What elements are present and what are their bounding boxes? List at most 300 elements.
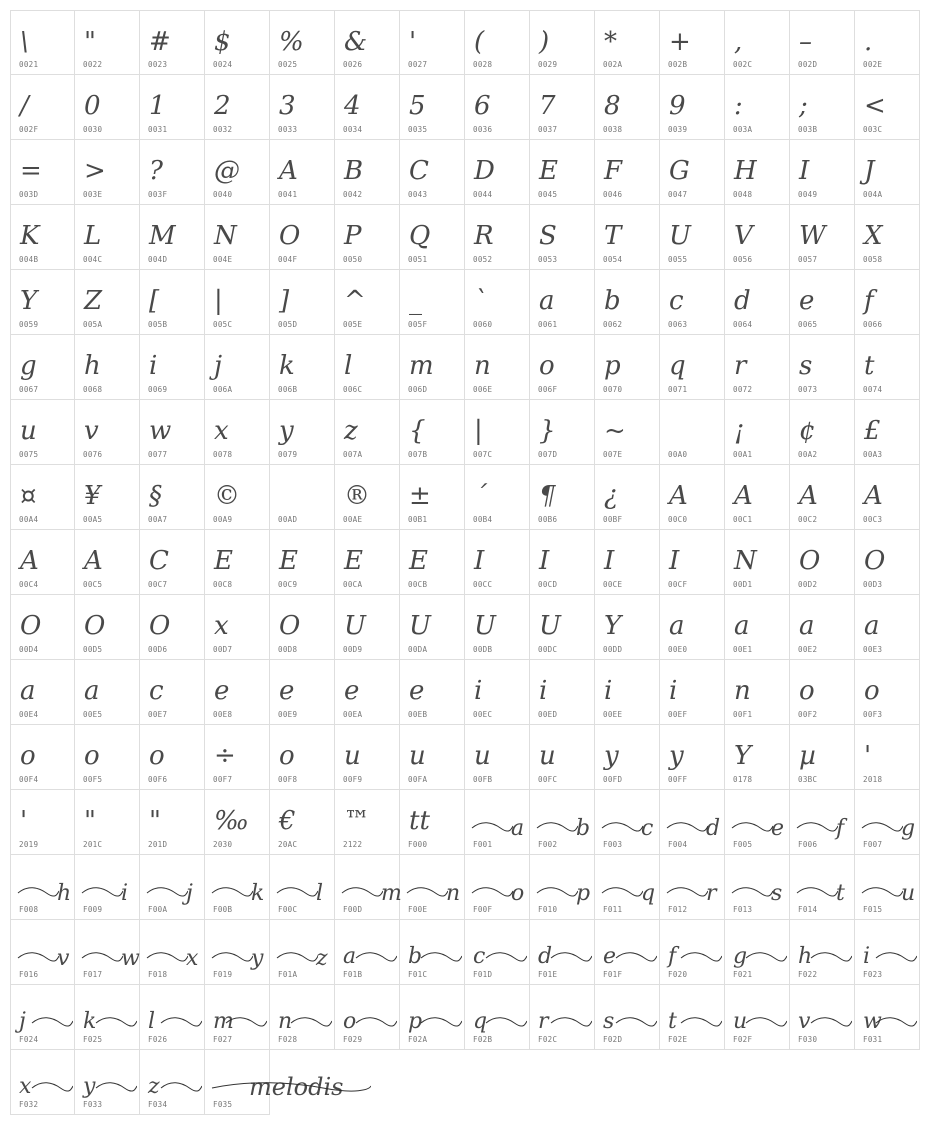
glyph-cell[interactable] bbox=[75, 75, 140, 140]
glyph-cell[interactable] bbox=[660, 400, 725, 465]
glyph-code-label: F018 bbox=[148, 970, 168, 979]
glyph-cell[interactable] bbox=[205, 1050, 344, 1115]
glyph-cell[interactable] bbox=[10, 530, 75, 595]
glyph-cell[interactable] bbox=[530, 400, 595, 465]
glyph-cell[interactable] bbox=[205, 595, 270, 660]
glyph-cell[interactable] bbox=[660, 335, 725, 400]
glyph-cell[interactable] bbox=[790, 790, 855, 855]
glyph-code-label: 003C bbox=[863, 125, 883, 134]
glyph-cell[interactable] bbox=[205, 855, 270, 920]
glyph-cell[interactable] bbox=[595, 400, 660, 465]
glyph-cell[interactable] bbox=[140, 1050, 205, 1115]
glyph-preview: ¿ bbox=[604, 481, 618, 511]
glyph-cell[interactable] bbox=[595, 75, 660, 140]
glyph-preview: o bbox=[539, 351, 555, 381]
glyph-cell[interactable] bbox=[855, 270, 920, 335]
glyph-cell[interactable] bbox=[855, 855, 920, 920]
glyph-cell[interactable] bbox=[595, 205, 660, 270]
glyph-cell[interactable] bbox=[270, 75, 335, 140]
swash-stroke-icon bbox=[95, 1080, 137, 1094]
glyph-code-label: 003E bbox=[83, 190, 103, 199]
glyph-code-label: 00A1 bbox=[733, 450, 753, 459]
glyph-cell[interactable] bbox=[400, 790, 465, 855]
glyph-cell[interactable] bbox=[855, 10, 920, 75]
glyph-cell[interactable] bbox=[400, 985, 465, 1050]
glyph-cell[interactable] bbox=[465, 75, 530, 140]
glyph-code-label: 0032 bbox=[213, 125, 233, 134]
glyph-code-label: 0043 bbox=[408, 190, 428, 199]
glyph-preview: £ bbox=[864, 416, 881, 446]
glyph-cell[interactable] bbox=[660, 10, 725, 75]
glyph-cell[interactable] bbox=[75, 270, 140, 335]
glyph-cell[interactable] bbox=[595, 595, 660, 660]
glyph-cell[interactable] bbox=[75, 465, 140, 530]
glyph-cell[interactable] bbox=[725, 985, 790, 1050]
glyph-cell[interactable] bbox=[855, 725, 920, 790]
glyph-cell[interactable] bbox=[140, 140, 205, 205]
glyph-cell[interactable] bbox=[335, 400, 400, 465]
swash-stroke-icon bbox=[550, 950, 592, 964]
glyph-cell[interactable] bbox=[270, 595, 335, 660]
glyph-cell[interactable] bbox=[855, 205, 920, 270]
glyph-code-label: F010 bbox=[538, 905, 558, 914]
glyph-preview: T bbox=[604, 221, 622, 251]
glyph-code-label: 003F bbox=[148, 190, 168, 199]
glyph-cell[interactable] bbox=[530, 660, 595, 725]
glyph-cell[interactable] bbox=[790, 75, 855, 140]
glyph-cell[interactable] bbox=[10, 335, 75, 400]
glyph-cell[interactable] bbox=[205, 920, 270, 985]
glyph-cell[interactable] bbox=[400, 205, 465, 270]
glyph-preview: R bbox=[474, 221, 494, 251]
glyph-cell[interactable] bbox=[465, 140, 530, 205]
glyph-cell[interactable] bbox=[270, 920, 335, 985]
glyph-preview: ™ bbox=[344, 806, 370, 836]
glyph-cell[interactable] bbox=[400, 595, 465, 660]
glyph-cell[interactable] bbox=[660, 140, 725, 205]
glyph-cell[interactable] bbox=[660, 75, 725, 140]
glyph-cell[interactable] bbox=[530, 530, 595, 595]
glyph-cell[interactable] bbox=[205, 335, 270, 400]
glyph-cell[interactable] bbox=[75, 725, 140, 790]
glyph-preview: n bbox=[474, 351, 491, 381]
glyph-cell[interactable] bbox=[660, 985, 725, 1050]
glyph-cell[interactable] bbox=[400, 660, 465, 725]
glyph-code-label: 00C0 bbox=[668, 515, 688, 524]
glyph-cell[interactable] bbox=[140, 335, 205, 400]
glyph-cell[interactable] bbox=[270, 790, 335, 855]
glyph-preview: D bbox=[474, 156, 495, 186]
glyph-cell[interactable] bbox=[10, 10, 75, 75]
glyph-cell[interactable] bbox=[75, 855, 140, 920]
glyph-cell[interactable] bbox=[205, 660, 270, 725]
glyph-code-label: 00FF bbox=[668, 775, 688, 784]
glyph-cell[interactable] bbox=[335, 335, 400, 400]
glyph-cell[interactable] bbox=[140, 10, 205, 75]
glyph-cell[interactable] bbox=[400, 335, 465, 400]
glyph-cell[interactable] bbox=[855, 335, 920, 400]
glyph-cell[interactable] bbox=[400, 10, 465, 75]
glyph-code-label: 00C1 bbox=[733, 515, 753, 524]
glyph-cell[interactable] bbox=[530, 920, 595, 985]
glyph-cell[interactable] bbox=[75, 790, 140, 855]
glyph-cell[interactable] bbox=[790, 920, 855, 985]
glyph-cell[interactable] bbox=[205, 205, 270, 270]
glyph-cell[interactable] bbox=[855, 400, 920, 465]
glyph-preview: = bbox=[20, 156, 42, 186]
glyph-cell[interactable] bbox=[725, 725, 790, 790]
glyph-code-label: F017 bbox=[83, 970, 103, 979]
glyph-cell[interactable] bbox=[530, 335, 595, 400]
glyph-cell[interactable] bbox=[140, 660, 205, 725]
glyph-cell[interactable] bbox=[10, 140, 75, 205]
glyph-code-label: 0070 bbox=[603, 385, 623, 394]
glyph-cell[interactable] bbox=[400, 75, 465, 140]
glyph-cell[interactable] bbox=[10, 920, 75, 985]
glyph-cell[interactable] bbox=[75, 400, 140, 465]
glyph-cell[interactable] bbox=[855, 790, 920, 855]
glyph-cell[interactable] bbox=[335, 725, 400, 790]
glyph-cell[interactable] bbox=[10, 790, 75, 855]
glyph-preview: J bbox=[864, 156, 875, 186]
glyph-cell[interactable] bbox=[205, 140, 270, 205]
glyph-preview: x bbox=[186, 946, 199, 971]
glyph-code-label: 004B bbox=[19, 255, 39, 264]
swash-stroke-icon bbox=[745, 950, 787, 964]
glyph-code-label: 00C3 bbox=[863, 515, 883, 524]
glyph-preview: A bbox=[734, 481, 753, 511]
glyph-cell[interactable] bbox=[270, 140, 335, 205]
glyph-cell[interactable] bbox=[270, 400, 335, 465]
glyph-cell[interactable] bbox=[595, 10, 660, 75]
glyph-code-label: 007C bbox=[473, 450, 493, 459]
glyph-preview: { bbox=[409, 416, 426, 446]
glyph-cell[interactable] bbox=[400, 465, 465, 530]
glyph-cell[interactable] bbox=[725, 140, 790, 205]
glyph-code-label: 0041 bbox=[278, 190, 298, 199]
glyph-cell[interactable] bbox=[10, 205, 75, 270]
glyph-cell[interactable] bbox=[725, 595, 790, 660]
glyph-cell[interactable] bbox=[725, 530, 790, 595]
glyph-cell[interactable] bbox=[465, 530, 530, 595]
glyph-cell[interactable] bbox=[790, 140, 855, 205]
glyph-cell[interactable] bbox=[205, 10, 270, 75]
glyph-cell[interactable] bbox=[140, 75, 205, 140]
glyph-code-label: F01C bbox=[408, 970, 428, 979]
glyph-cell[interactable] bbox=[10, 595, 75, 660]
glyph-cell[interactable] bbox=[270, 530, 335, 595]
glyph-code-label: 00D9 bbox=[343, 645, 363, 654]
glyph-cell[interactable] bbox=[465, 985, 530, 1050]
glyph-cell[interactable] bbox=[595, 335, 660, 400]
glyph-cell[interactable] bbox=[790, 595, 855, 660]
glyph-code-label: 005F bbox=[408, 320, 428, 329]
glyph-cell[interactable] bbox=[855, 920, 920, 985]
glyph-cell[interactable] bbox=[10, 985, 75, 1050]
glyph-preview: A bbox=[20, 546, 39, 576]
glyph-cell[interactable] bbox=[660, 920, 725, 985]
glyph-cell[interactable] bbox=[660, 270, 725, 335]
glyph-cell[interactable] bbox=[465, 660, 530, 725]
glyph-cell[interactable] bbox=[400, 920, 465, 985]
glyph-cell[interactable] bbox=[205, 400, 270, 465]
glyph-cell[interactable] bbox=[140, 400, 205, 465]
glyph-preview: u bbox=[20, 416, 37, 446]
glyph-cell[interactable] bbox=[140, 465, 205, 530]
glyph-cell[interactable] bbox=[75, 595, 140, 660]
glyph-code-label: 0021 bbox=[19, 60, 39, 69]
glyph-cell[interactable] bbox=[465, 790, 530, 855]
glyph-cell[interactable] bbox=[400, 855, 465, 920]
glyph-cell[interactable] bbox=[75, 335, 140, 400]
glyph-cell[interactable] bbox=[725, 75, 790, 140]
glyph-cell[interactable] bbox=[790, 530, 855, 595]
glyph-cell[interactable] bbox=[725, 270, 790, 335]
glyph-cell[interactable] bbox=[75, 530, 140, 595]
glyph-cell[interactable] bbox=[530, 75, 595, 140]
glyph-cell[interactable] bbox=[465, 205, 530, 270]
glyph-cell[interactable] bbox=[335, 855, 400, 920]
glyph-cell[interactable] bbox=[530, 465, 595, 530]
glyph-code-label: 00E9 bbox=[278, 710, 298, 719]
glyph-cell[interactable] bbox=[725, 855, 790, 920]
glyph-cell[interactable] bbox=[140, 790, 205, 855]
glyph-cell[interactable] bbox=[140, 270, 205, 335]
glyph-cell[interactable] bbox=[400, 270, 465, 335]
glyph-cell[interactable] bbox=[530, 855, 595, 920]
glyph-cell[interactable] bbox=[790, 205, 855, 270]
glyph-cell[interactable] bbox=[10, 1050, 75, 1115]
glyph-cell[interactable] bbox=[790, 985, 855, 1050]
glyph-cell[interactable] bbox=[725, 465, 790, 530]
glyph-cell[interactable] bbox=[75, 985, 140, 1050]
glyph-cell[interactable] bbox=[530, 270, 595, 335]
glyph-cell[interactable] bbox=[205, 270, 270, 335]
glyph-cell[interactable] bbox=[465, 725, 530, 790]
glyph-cell[interactable] bbox=[140, 530, 205, 595]
glyph-cell[interactable] bbox=[335, 205, 400, 270]
glyph-cell[interactable] bbox=[270, 205, 335, 270]
glyph-cell[interactable] bbox=[205, 790, 270, 855]
glyph-cell[interactable] bbox=[660, 205, 725, 270]
glyph-cell[interactable] bbox=[75, 1050, 140, 1115]
glyph-cell[interactable] bbox=[270, 660, 335, 725]
glyph-code-label: 0025 bbox=[278, 60, 298, 69]
glyph-cell[interactable] bbox=[855, 985, 920, 1050]
glyph-preview: ~ bbox=[604, 416, 626, 446]
glyph-cell[interactable] bbox=[205, 75, 270, 140]
glyph-cell[interactable] bbox=[660, 465, 725, 530]
glyph-cell[interactable] bbox=[270, 10, 335, 75]
glyph-cell[interactable] bbox=[595, 530, 660, 595]
glyph-cell[interactable] bbox=[595, 790, 660, 855]
glyph-cell[interactable] bbox=[855, 465, 920, 530]
glyph-preview: e bbox=[603, 944, 617, 969]
glyph-cell[interactable] bbox=[10, 270, 75, 335]
glyph-cell[interactable] bbox=[595, 660, 660, 725]
glyph-cell[interactable] bbox=[335, 660, 400, 725]
glyph-cell[interactable] bbox=[270, 855, 335, 920]
glyph-cell[interactable] bbox=[855, 660, 920, 725]
glyph-cell[interactable] bbox=[335, 920, 400, 985]
glyph-cell[interactable] bbox=[725, 10, 790, 75]
glyph-cell[interactable] bbox=[725, 400, 790, 465]
glyph-code-label: 00EC bbox=[473, 710, 493, 719]
glyph-cell[interactable] bbox=[595, 920, 660, 985]
glyph-cell[interactable] bbox=[595, 270, 660, 335]
glyph-cell[interactable] bbox=[10, 725, 75, 790]
glyph-cell[interactable] bbox=[10, 855, 75, 920]
glyph-cell[interactable] bbox=[270, 270, 335, 335]
glyph-cell[interactable] bbox=[465, 855, 530, 920]
glyph-cell[interactable] bbox=[725, 790, 790, 855]
glyph-code-label: 0067 bbox=[19, 385, 39, 394]
glyph-cell[interactable] bbox=[140, 855, 205, 920]
glyph-code-label: 00DC bbox=[538, 645, 558, 654]
glyph-cell[interactable] bbox=[10, 660, 75, 725]
swash-stroke-icon bbox=[31, 1080, 73, 1094]
glyph-code-label: 00E7 bbox=[148, 710, 168, 719]
glyph-preview: E bbox=[409, 546, 428, 576]
glyph-cell[interactable] bbox=[400, 140, 465, 205]
glyph-cell[interactable] bbox=[335, 465, 400, 530]
glyph-cell[interactable] bbox=[595, 725, 660, 790]
glyph-cell[interactable] bbox=[790, 465, 855, 530]
glyph-cell[interactable] bbox=[790, 725, 855, 790]
glyph-cell[interactable] bbox=[205, 725, 270, 790]
glyph-cell[interactable] bbox=[725, 205, 790, 270]
glyph-cell[interactable] bbox=[140, 205, 205, 270]
glyph-cell[interactable] bbox=[270, 465, 335, 530]
glyph-cell[interactable] bbox=[660, 855, 725, 920]
glyph-cell[interactable] bbox=[205, 465, 270, 530]
glyph-cell[interactable] bbox=[855, 595, 920, 660]
glyph-cell[interactable] bbox=[75, 10, 140, 75]
glyph-cell[interactable] bbox=[465, 335, 530, 400]
glyph-cell[interactable] bbox=[530, 790, 595, 855]
glyph-cell[interactable] bbox=[855, 140, 920, 205]
glyph-code-label: F033 bbox=[83, 1100, 103, 1109]
glyph-cell[interactable] bbox=[400, 400, 465, 465]
glyph-preview: a bbox=[539, 286, 555, 316]
swash-stroke-icon bbox=[276, 885, 318, 899]
glyph-cell[interactable] bbox=[335, 140, 400, 205]
glyph-cell[interactable] bbox=[790, 855, 855, 920]
glyph-cell[interactable] bbox=[335, 75, 400, 140]
glyph-cell[interactable] bbox=[790, 660, 855, 725]
glyph-cell[interactable] bbox=[595, 855, 660, 920]
glyph-preview: a bbox=[799, 611, 815, 641]
glyph-cell[interactable] bbox=[465, 10, 530, 75]
glyph-cell[interactable] bbox=[335, 10, 400, 75]
glyph-cell[interactable] bbox=[140, 920, 205, 985]
glyph-cell[interactable] bbox=[530, 595, 595, 660]
swash-stroke-icon bbox=[17, 950, 59, 964]
glyph-cell[interactable] bbox=[660, 595, 725, 660]
glyph-cell[interactable] bbox=[335, 985, 400, 1050]
glyph-cell[interactable] bbox=[335, 270, 400, 335]
glyph-cell[interactable] bbox=[530, 205, 595, 270]
swash-stroke-icon bbox=[276, 950, 318, 964]
glyph-cell[interactable] bbox=[790, 10, 855, 75]
glyph-code-label: 00D7 bbox=[213, 645, 233, 654]
glyph-cell[interactable] bbox=[595, 465, 660, 530]
glyph-cell[interactable] bbox=[595, 985, 660, 1050]
glyph-preview: Y bbox=[20, 286, 38, 316]
glyph-preview: i bbox=[539, 676, 548, 706]
glyph-code-label: 0078 bbox=[213, 450, 233, 459]
glyph-cell[interactable] bbox=[400, 530, 465, 595]
glyph-cell[interactable] bbox=[140, 725, 205, 790]
glyph-cell[interactable] bbox=[790, 400, 855, 465]
glyph-code-label: 0079 bbox=[278, 450, 298, 459]
glyph-cell[interactable] bbox=[75, 920, 140, 985]
glyph-preview: s bbox=[799, 351, 813, 381]
glyph-preview: O bbox=[799, 546, 821, 576]
glyph-cell[interactable] bbox=[790, 335, 855, 400]
glyph-cell[interactable] bbox=[530, 985, 595, 1050]
glyph-cell[interactable] bbox=[660, 660, 725, 725]
glyph-preview: t bbox=[836, 881, 845, 906]
glyph-cell[interactable] bbox=[660, 530, 725, 595]
glyph-cell[interactable] bbox=[790, 270, 855, 335]
glyph-cell[interactable] bbox=[660, 725, 725, 790]
glyph-cell[interactable] bbox=[530, 725, 595, 790]
glyph-code-label: 002B bbox=[668, 60, 688, 69]
glyph-preview: y bbox=[669, 741, 684, 771]
glyph-cell[interactable] bbox=[140, 985, 205, 1050]
glyph-cell[interactable] bbox=[465, 920, 530, 985]
glyph-cell[interactable] bbox=[140, 595, 205, 660]
glyph-cell[interactable] bbox=[10, 75, 75, 140]
glyph-cell[interactable] bbox=[595, 140, 660, 205]
glyph-code-label: 0066 bbox=[863, 320, 883, 329]
glyph-cell[interactable] bbox=[855, 75, 920, 140]
glyph-cell[interactable] bbox=[270, 985, 335, 1050]
glyph-cell[interactable] bbox=[725, 920, 790, 985]
glyph-cell[interactable] bbox=[725, 335, 790, 400]
glyph-cell[interactable] bbox=[205, 985, 270, 1050]
glyph-cell[interactable] bbox=[10, 400, 75, 465]
glyph-cell[interactable] bbox=[725, 660, 790, 725]
glyph-preview: w bbox=[121, 946, 140, 971]
glyph-cell[interactable] bbox=[530, 10, 595, 75]
glyph-code-label: 00EE bbox=[603, 710, 623, 719]
glyph-cell[interactable] bbox=[270, 335, 335, 400]
glyph-cell[interactable] bbox=[855, 530, 920, 595]
glyph-cell[interactable] bbox=[465, 400, 530, 465]
glyph-cell[interactable] bbox=[270, 725, 335, 790]
glyph-cell[interactable] bbox=[75, 660, 140, 725]
glyph-cell[interactable] bbox=[75, 205, 140, 270]
glyph-cell[interactable] bbox=[205, 530, 270, 595]
glyph-cell[interactable] bbox=[465, 595, 530, 660]
glyph-code-label: 0063 bbox=[668, 320, 688, 329]
glyph-cell[interactable] bbox=[465, 465, 530, 530]
glyph-cell[interactable] bbox=[660, 790, 725, 855]
glyph-cell[interactable] bbox=[530, 140, 595, 205]
glyph-cell[interactable] bbox=[400, 725, 465, 790]
glyph-preview: Q bbox=[409, 221, 431, 251]
glyph-code-label: 00E0 bbox=[668, 645, 688, 654]
glyph-cell[interactable] bbox=[10, 465, 75, 530]
glyph-code-label: 00A7 bbox=[148, 515, 168, 524]
glyph-cell[interactable] bbox=[335, 595, 400, 660]
glyph-cell[interactable] bbox=[335, 530, 400, 595]
glyph-cell[interactable] bbox=[335, 790, 400, 855]
glyph-cell[interactable] bbox=[75, 140, 140, 205]
glyph-cell[interactable] bbox=[465, 270, 530, 335]
